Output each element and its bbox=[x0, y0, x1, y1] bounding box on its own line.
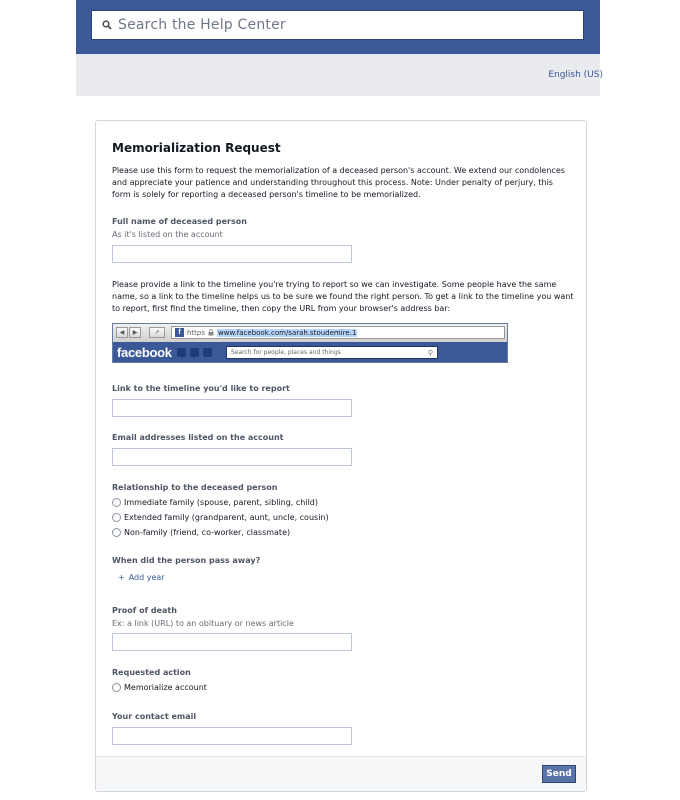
address-bar-example-image bbox=[112, 323, 508, 363]
facebook-bar-example bbox=[113, 342, 507, 363]
relationship-label: Relationship to the deceased person bbox=[112, 483, 278, 492]
radio-button[interactable] bbox=[112, 528, 121, 537]
contact-email-input[interactable] bbox=[112, 727, 352, 745]
globe-icon bbox=[203, 348, 212, 357]
timeline-link-input[interactable] bbox=[112, 399, 352, 417]
share-icon: ↗ bbox=[149, 327, 165, 338]
https-label: https bbox=[187, 328, 206, 337]
memorialize-option[interactable] bbox=[112, 683, 207, 692]
timeline-link-label: Link to the timeline you'd like to report bbox=[112, 384, 290, 393]
language-bar bbox=[76, 54, 603, 96]
full-name-input[interactable] bbox=[112, 245, 352, 263]
memorialization-form bbox=[95, 120, 587, 792]
forward-arrow-icon: ▶ bbox=[129, 327, 141, 338]
relationship-option-label: Non-family (friend, co-worker, classmate) bbox=[124, 528, 291, 537]
contact-email-label: Your contact email bbox=[112, 712, 197, 721]
language-link[interactable]: English (US) bbox=[548, 70, 603, 80]
proof-label: Proof of death bbox=[112, 606, 177, 615]
add-year-label: Add year bbox=[128, 573, 165, 582]
relationship-option-label: Extended family (grandparent, aunt, uncle, cousin) bbox=[124, 513, 329, 522]
search-icon bbox=[102, 20, 112, 30]
help-center-search-box[interactable] bbox=[91, 10, 584, 40]
friends-icon bbox=[177, 348, 186, 357]
example-search-placeholder: Search for people, places and things bbox=[231, 349, 341, 356]
example-url-text: www.facebook.com/sarah.stoudemire.1 bbox=[218, 328, 357, 337]
requested-action-label: Requested action bbox=[112, 668, 191, 677]
proof-hint: Ex: a link (URL) to an obituary or news article bbox=[112, 619, 294, 628]
browser-chrome bbox=[113, 324, 507, 343]
example-search-box bbox=[226, 346, 438, 359]
link-instructions: Please provide a link to the timeline you're trying to report so we can investigate. Some people have the same name, so a link to the timeline helps us to be sure we found the right person. To get a link to the timeline you want to report, first find the timeline, then copy the URL from your browser's address bar: bbox=[112, 280, 574, 313]
memorialize-option-label: Memorialize account bbox=[124, 683, 207, 692]
add-year-link[interactable] bbox=[118, 573, 165, 582]
proof-input[interactable] bbox=[112, 633, 352, 651]
emails-label: Email addresses listed on the account bbox=[112, 433, 284, 442]
plus-icon: + bbox=[118, 573, 125, 582]
example-url-bar bbox=[171, 326, 505, 339]
emails-input[interactable] bbox=[112, 448, 352, 466]
pass-away-label: When did the person pass away? bbox=[112, 556, 261, 565]
relationship-option-extended[interactable] bbox=[112, 513, 329, 522]
lock-icon bbox=[208, 329, 214, 336]
magnifier-icon: ⚲ bbox=[427, 349, 433, 357]
form-title: Memorialization Request bbox=[112, 141, 281, 155]
radio-button[interactable] bbox=[112, 683, 121, 692]
radio-button[interactable] bbox=[112, 513, 121, 522]
full-name-label: Full name of deceased person bbox=[112, 217, 247, 226]
facebook-favicon-icon: f bbox=[175, 328, 184, 337]
facebook-logo: facebook bbox=[117, 345, 172, 360]
form-intro: Please use this form to request the memorialization of a deceased person's account. We extend our condolences and appreciate your patience and understanding throughout this process. Note: Under penalty of perjury, this form is solely for reporting a deceased person's timeline to be memorialized. bbox=[112, 166, 565, 199]
full-name-hint: As it's listed on the account bbox=[112, 230, 223, 239]
relationship-option-immediate[interactable] bbox=[112, 498, 318, 507]
send-button[interactable]: Send bbox=[542, 765, 576, 783]
relationship-option-label: Immediate family (spouse, parent, sibling, child) bbox=[124, 498, 318, 507]
notification-icons bbox=[177, 348, 212, 357]
relationship-option-non-family[interactable] bbox=[112, 528, 290, 537]
messages-icon bbox=[190, 348, 199, 357]
search-placeholder: Search the Help Center bbox=[118, 17, 286, 33]
radio-button[interactable] bbox=[112, 498, 121, 507]
back-arrow-icon: ◀ bbox=[116, 327, 128, 338]
form-footer bbox=[96, 756, 586, 791]
help-center-header bbox=[76, 0, 600, 54]
